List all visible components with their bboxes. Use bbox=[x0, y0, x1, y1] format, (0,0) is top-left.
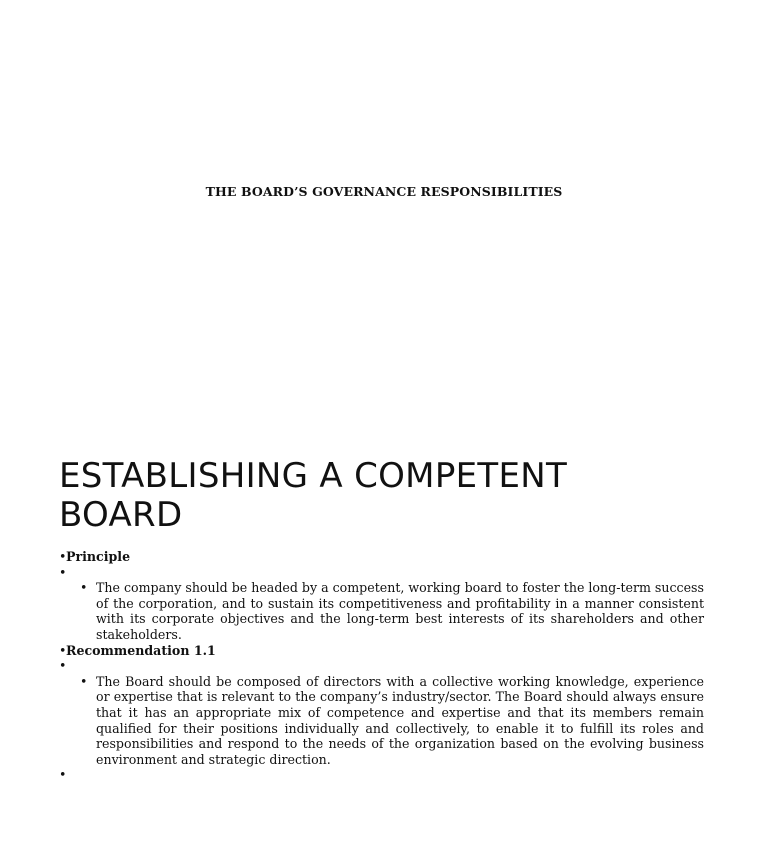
principle-heading bbox=[59, 549, 704, 565]
bullet-icon: • bbox=[80, 580, 88, 596]
recommendation-text: The Board should be composed of directors with a collective working knowledge, experience or expertise that is relevant to the company’s industry/sector. The Board should always ensure that it has an appropriate mix of competence and expertise and that its members remain qualified for their positions individually and collectively, to enable it to fulfill its roles and responsibilities and respond to the needs of the organization based on the evolving business environment and strategic direction. bbox=[96, 673, 704, 767]
principle-text: The company should be headed by a competent, working board to foster the long-term success of the corporation, and to sustain its competitiveness and profitability in a manner consistent with its corporate objectives and the long-term best interests of its shareholders and other stakeholders. bbox=[96, 580, 704, 642]
bullet-icon: • bbox=[59, 549, 67, 564]
principle-list bbox=[59, 580, 704, 642]
section-heading: ESTABLISHING A COMPETENT BOARD bbox=[59, 456, 568, 535]
list-item bbox=[59, 674, 704, 768]
empty-bullet bbox=[59, 767, 704, 783]
bullet-icon: • bbox=[59, 767, 67, 783]
principle-label: Principle bbox=[66, 549, 131, 564]
list-item bbox=[59, 580, 704, 642]
bullet-icon: • bbox=[59, 658, 67, 674]
bullet-icon: • bbox=[80, 673, 88, 689]
bullet-icon: • bbox=[59, 564, 67, 580]
empty-bullet bbox=[59, 565, 704, 581]
recommendation-list bbox=[59, 674, 704, 768]
bullet-icon: • bbox=[59, 642, 67, 658]
recommendation-label: Recommendation 1.1 bbox=[66, 642, 216, 658]
empty-bullet bbox=[59, 658, 704, 674]
recommendation-heading bbox=[59, 643, 704, 659]
document-title: THE BOARD’S GOVERNANCE RESPONSIBILITIES bbox=[205, 184, 563, 199]
document-body bbox=[59, 549, 704, 783]
